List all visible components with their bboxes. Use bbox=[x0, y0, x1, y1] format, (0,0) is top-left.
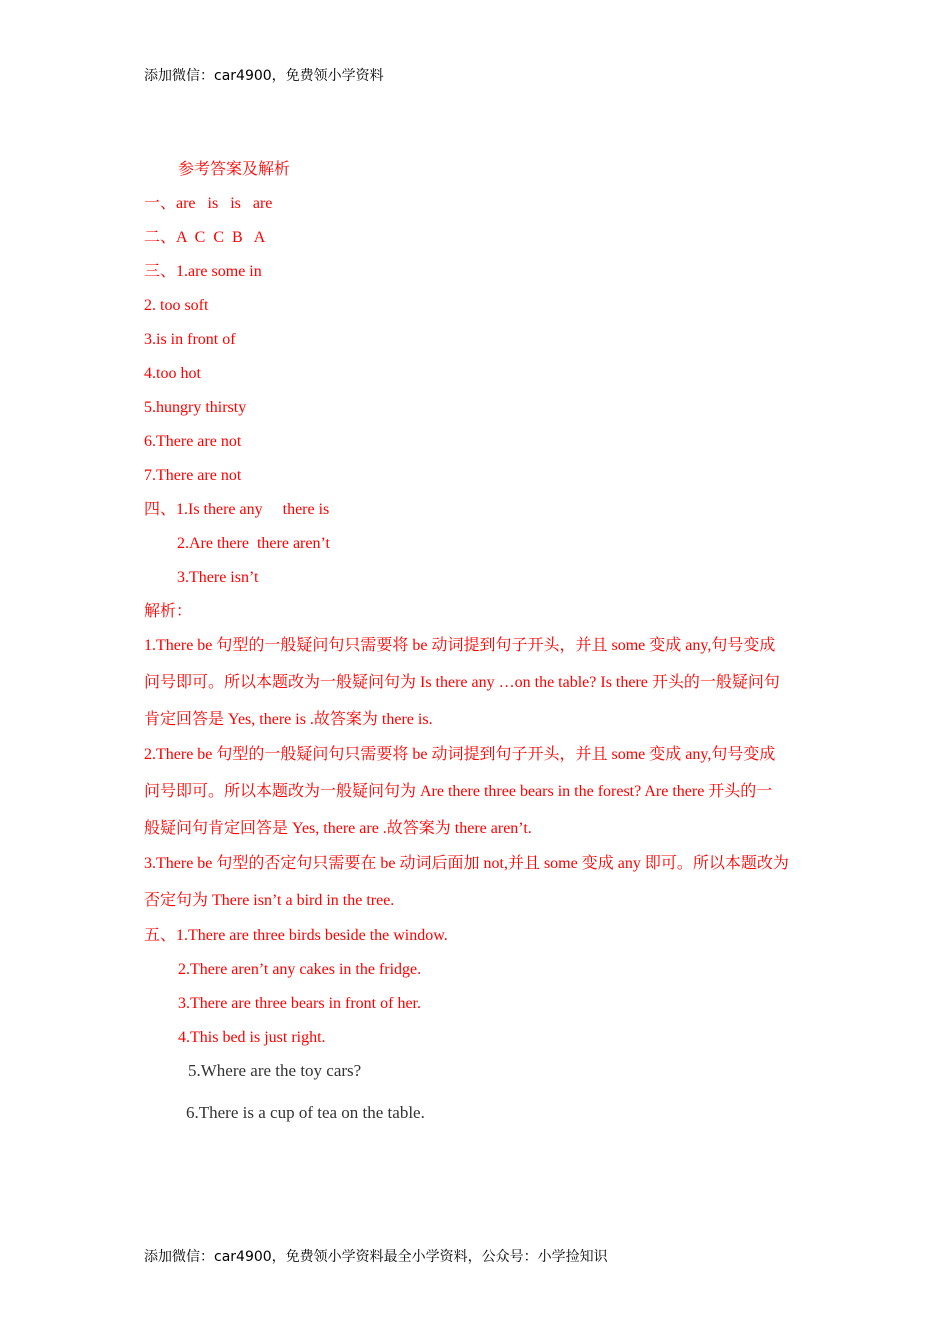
part3-q4: 4.too hot bbox=[144, 365, 201, 382]
part5-q6: 6.There is a cup of tea on the table. bbox=[186, 1103, 425, 1122]
page-header: 添加微信：car4900，免费领小学资料 bbox=[144, 68, 384, 84]
part5-q3: 3.There are three bears in front of her. bbox=[178, 995, 421, 1012]
part3-q5: 5.hungry thirsty bbox=[144, 399, 247, 416]
analysis-p3-line2: 否定句为 There isn’t a bird in the tree. bbox=[144, 892, 395, 909]
analysis-p1-line2: 问号即可。所以本题改为一般疑问句为 Is there any …on the table? Is there 开头的一般疑问句 bbox=[144, 674, 780, 691]
part5-q5: 5.Where are the toy cars? bbox=[188, 1061, 362, 1080]
part4-q1: 四、1.Is there any there is bbox=[144, 501, 330, 518]
part4-q3: 3.There isn’t bbox=[177, 569, 259, 586]
part2-answers: 二、A C C B A bbox=[144, 229, 266, 246]
analysis-p1-line3: 肯定回答是 Yes, there is .故答案为 there is. bbox=[144, 711, 433, 728]
part3-q6: 6.There are not bbox=[144, 433, 242, 450]
part3-q2: 2. too soft bbox=[144, 297, 209, 314]
analysis-p2-line1: 2.There be 句型的一般疑问句只需要将 be 动词提到句子开头，并且 some 变成 any,句号变成 bbox=[144, 746, 776, 763]
analysis-p3-line1: 3.There be 句型的否定句只需要在 be 动词后面加 not,并且 some 变成 any 即可。所以本题改为 bbox=[144, 855, 789, 872]
part5-q4: 4.This bed is just right. bbox=[178, 1029, 326, 1046]
part5-q2: 2.There aren’t any cakes in the fridge. bbox=[178, 961, 422, 978]
page-footer: 添加微信：car4900，免费领小学资料最全小学资料，公众号：小学捡知识 bbox=[144, 1249, 608, 1265]
part3-q1: 三、1.are some in bbox=[144, 263, 262, 280]
part5-q1: 五、1.There are three birds beside the window. bbox=[144, 927, 448, 944]
analysis-p2-line3: 般疑问句肯定回答是 Yes, there are .故答案为 there aren’t. bbox=[144, 820, 532, 837]
analysis-label: 解析： bbox=[144, 603, 193, 620]
part1-answers: 一、are is is are bbox=[144, 195, 273, 212]
part3-q7: 7.There are not bbox=[144, 467, 242, 484]
answer-title: 参考答案及解析 bbox=[178, 161, 291, 178]
analysis-p2-line2: 问号即可。所以本题改为一般疑问句为 Are there three bears in the forest? Are there 开头的一 bbox=[144, 783, 773, 800]
part3-q3: 3.is in front of bbox=[144, 331, 236, 348]
part4-q2: 2.Are there there aren’t bbox=[177, 535, 330, 552]
analysis-p1-line1: 1.There be 句型的一般疑问句只需要将 be 动词提到句子开头，并且 some 变成 any,句号变成 bbox=[144, 637, 776, 654]
